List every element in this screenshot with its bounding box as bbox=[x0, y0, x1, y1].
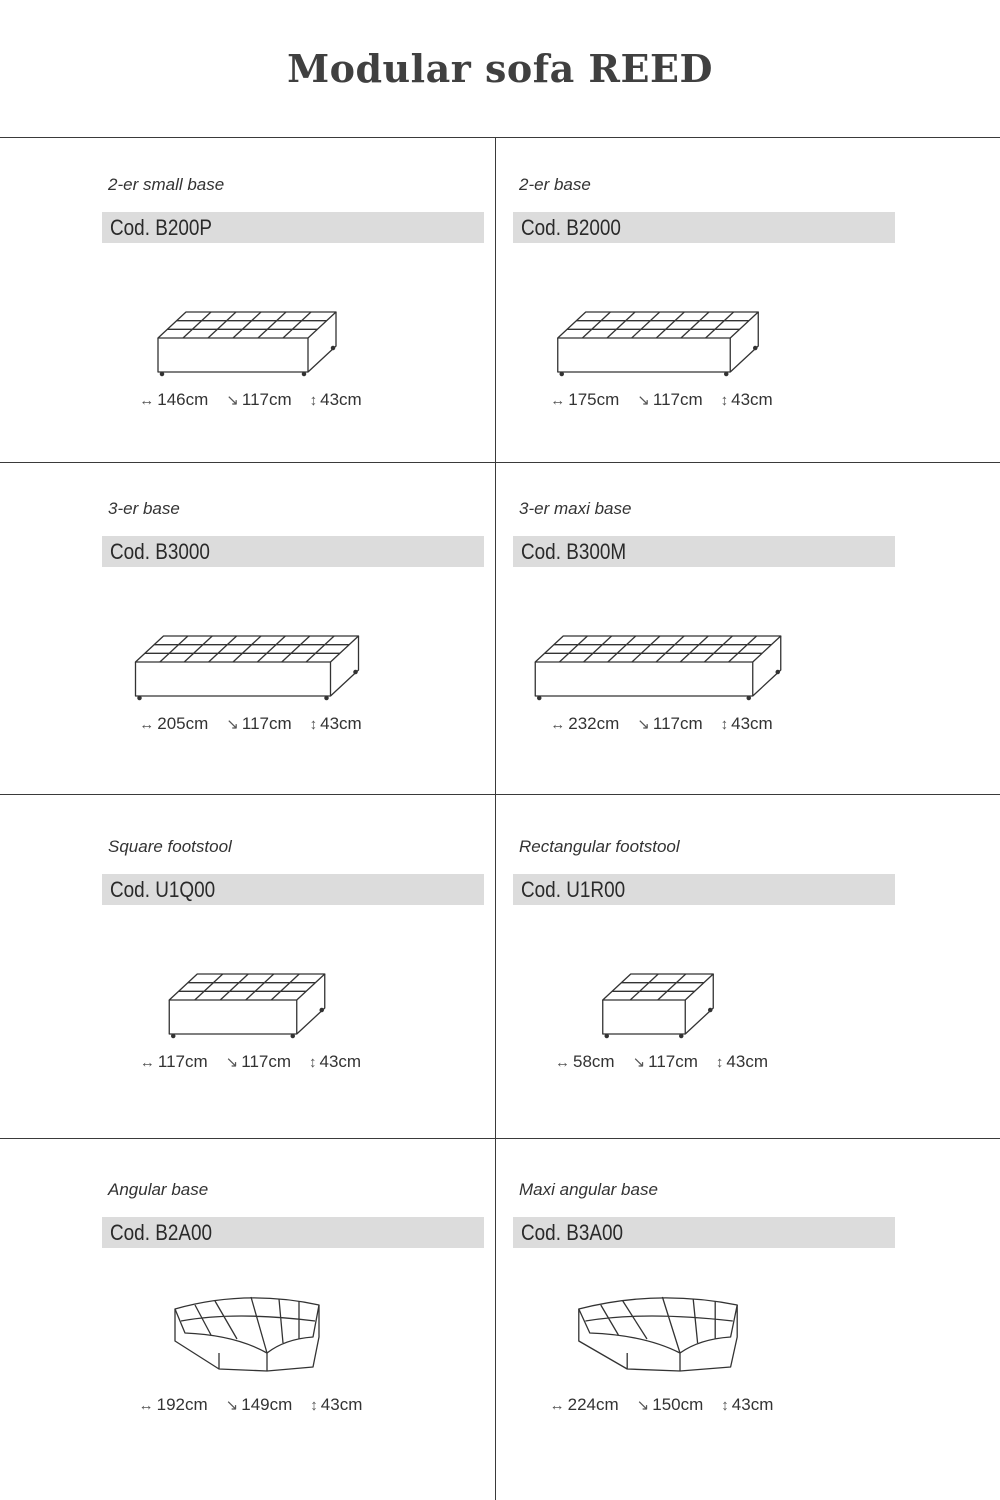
cushion-seam bbox=[706, 312, 734, 338]
dimensions bbox=[411, 714, 906, 734]
sofa-foot bbox=[709, 1008, 712, 1011]
cushion-seam bbox=[632, 312, 660, 338]
cushion-seam bbox=[233, 636, 261, 662]
height-arrow-icon: ↕ bbox=[309, 392, 318, 409]
sofa-body bbox=[175, 1305, 319, 1371]
cushion-seam bbox=[681, 312, 709, 338]
sofa-foot bbox=[776, 670, 779, 673]
sofa-foot bbox=[291, 1034, 294, 1037]
sofa-top bbox=[579, 1298, 737, 1353]
sofa-drawing bbox=[411, 932, 906, 1062]
sofa-foot bbox=[160, 372, 163, 375]
depth-dimension: ↘ 117cm bbox=[637, 390, 703, 409]
cushion-seam bbox=[246, 974, 274, 1000]
height-dimension: ↕ 43cm bbox=[309, 1052, 362, 1071]
depth-dimension: ↘ 149cm bbox=[225, 1395, 293, 1414]
divider bbox=[0, 462, 1000, 463]
code-bar bbox=[102, 1217, 484, 1248]
height-dimension: ↕ 43cm bbox=[720, 714, 773, 733]
width-dimension: ↔ 224cm bbox=[549, 1395, 619, 1414]
code-bar bbox=[513, 1217, 895, 1248]
depth-arrow-icon: ↘ bbox=[225, 1054, 239, 1071]
cushion-seam bbox=[258, 312, 286, 338]
sofa-foot bbox=[331, 346, 334, 349]
width-arrow-icon: ↔ bbox=[139, 716, 155, 733]
sofa-foot bbox=[354, 670, 357, 673]
height-arrow-icon: ↕ bbox=[721, 1397, 729, 1414]
height-dimension: ↕ 43cm bbox=[310, 1395, 363, 1414]
sofa-foot bbox=[560, 372, 563, 375]
cushion-seam bbox=[282, 636, 310, 662]
product-code: Cod. B3A00 bbox=[521, 1220, 624, 1245]
width-arrow-icon: ↔ bbox=[550, 392, 566, 409]
height-dimension: ↕ 43cm bbox=[721, 1395, 774, 1414]
depth-arrow-icon: ↘ bbox=[637, 716, 650, 733]
cushion-seam bbox=[680, 636, 708, 662]
product-name: 3-er maxi base bbox=[519, 499, 632, 518]
code-bar bbox=[102, 874, 484, 905]
product-name: 2-er small base bbox=[108, 175, 225, 194]
cushion-seam bbox=[257, 636, 285, 662]
cushion-seam bbox=[208, 312, 236, 338]
dimensions bbox=[411, 1395, 906, 1415]
product-code: Cod. U1Q00 bbox=[110, 877, 216, 902]
cushion-seam bbox=[209, 636, 237, 662]
cushion-seam bbox=[233, 312, 261, 338]
sofa-foot bbox=[325, 696, 328, 699]
width-dimension: ↔ 175cm bbox=[550, 390, 620, 409]
depth-arrow-icon: ↘ bbox=[636, 1397, 650, 1414]
depth-arrow-icon: ↘ bbox=[637, 392, 650, 409]
depth-dimension: ↘ 117cm bbox=[632, 1052, 698, 1071]
cushion-seam bbox=[306, 636, 334, 662]
sofa-foot bbox=[725, 372, 728, 375]
height-arrow-icon: ↕ bbox=[309, 716, 318, 733]
product-name: Square footstool bbox=[108, 837, 232, 856]
depth-arrow-icon: ↘ bbox=[226, 716, 239, 733]
height-dimension: ↕ 43cm bbox=[715, 1052, 768, 1071]
sofa-top bbox=[535, 636, 781, 662]
depth-arrow-icon: ↘ bbox=[226, 392, 239, 409]
depth-dimension: ↘ 117cm bbox=[225, 1052, 292, 1071]
width-dimension: ↔ 146cm bbox=[139, 390, 209, 409]
depth-dimension: ↘ 117cm bbox=[226, 714, 292, 733]
width-dimension: ↔ 58cm bbox=[555, 1052, 615, 1071]
sofa-foot bbox=[138, 696, 141, 699]
sofa-top bbox=[169, 974, 325, 1000]
depth-arrow-icon: ↘ bbox=[632, 1054, 646, 1071]
sofa-foot bbox=[605, 1034, 608, 1037]
sofa-foot bbox=[747, 696, 750, 699]
height-dimension: ↕ 43cm bbox=[720, 390, 773, 409]
product-name: Rectangular footstool bbox=[519, 837, 680, 856]
height-dimension: ↕ 43cm bbox=[309, 714, 362, 733]
height-arrow-icon: ↕ bbox=[310, 1397, 318, 1414]
cushion-seam bbox=[559, 636, 587, 662]
sofa-foot bbox=[754, 346, 757, 349]
sofa-foot bbox=[172, 1034, 175, 1037]
width-arrow-icon: ↔ bbox=[139, 1054, 155, 1071]
product-name: Maxi angular base bbox=[519, 1180, 658, 1199]
height-arrow-icon: ↕ bbox=[309, 1054, 317, 1071]
product-code: Cod. B300M bbox=[521, 539, 627, 564]
page-title: Modular sofa REED bbox=[287, 46, 713, 91]
cushion-seam bbox=[220, 974, 248, 1000]
height-arrow-icon: ↕ bbox=[715, 1054, 724, 1071]
product-code: Cod. B2A00 bbox=[110, 1220, 213, 1245]
sofa-foot bbox=[320, 1008, 323, 1011]
width-dimension: ↔ 192cm bbox=[138, 1395, 208, 1414]
sofa-drawing bbox=[411, 270, 906, 400]
product-code: Cod. B3000 bbox=[110, 539, 210, 564]
code-bar bbox=[513, 874, 895, 905]
sofa-drawing bbox=[411, 594, 906, 724]
width-dimension: ↔ 232cm bbox=[550, 714, 620, 733]
height-arrow-icon: ↕ bbox=[720, 716, 729, 733]
width-arrow-icon: ↔ bbox=[139, 392, 155, 409]
sofa-foot bbox=[538, 696, 541, 699]
width-arrow-icon: ↔ bbox=[549, 1397, 565, 1414]
product-code: Cod. U1R00 bbox=[521, 877, 626, 902]
cushion-seam bbox=[608, 636, 636, 662]
cushion-seam bbox=[271, 974, 299, 1000]
cushion-seam bbox=[632, 636, 660, 662]
dimensions bbox=[411, 1052, 906, 1072]
dimensions bbox=[411, 390, 906, 410]
divider bbox=[0, 137, 1000, 138]
sofa-top bbox=[603, 974, 714, 1000]
cushion-seam bbox=[183, 312, 211, 338]
depth-arrow-icon: ↘ bbox=[225, 1397, 239, 1414]
divider bbox=[0, 794, 1000, 795]
width-dimension: ↔ 117cm bbox=[139, 1052, 208, 1071]
cushion-seam bbox=[195, 974, 223, 1000]
height-dimension: ↕ 43cm bbox=[309, 390, 362, 409]
width-arrow-icon: ↔ bbox=[138, 1397, 154, 1414]
product-code: Cod. B200P bbox=[110, 215, 213, 240]
width-arrow-icon: ↔ bbox=[550, 716, 566, 733]
sofa-drawing bbox=[411, 1275, 906, 1405]
sofa-top bbox=[175, 1298, 319, 1353]
depth-dimension: ↘ 117cm bbox=[637, 714, 703, 733]
sofa-top bbox=[558, 312, 759, 338]
cushion-seam bbox=[630, 974, 658, 1000]
cushion-seam bbox=[582, 312, 610, 338]
sofa-foot bbox=[680, 1034, 683, 1037]
cushion-seam bbox=[729, 636, 757, 662]
cushion-seam bbox=[184, 636, 212, 662]
product-code: Cod. B2000 bbox=[521, 215, 621, 240]
height-arrow-icon: ↕ bbox=[720, 392, 729, 409]
cushion-seam bbox=[658, 974, 686, 1000]
width-arrow-icon: ↔ bbox=[555, 1054, 570, 1071]
product-name: 3-er base bbox=[108, 499, 180, 518]
depth-dimension: ↘ 117cm bbox=[226, 390, 292, 409]
product-name: 2-er base bbox=[519, 175, 591, 194]
cushion-seam bbox=[160, 636, 188, 662]
code-bar bbox=[102, 212, 484, 243]
cushion-seam bbox=[656, 636, 684, 662]
sofa-foot bbox=[302, 372, 305, 375]
sofa-body bbox=[579, 1305, 737, 1371]
cushion-seam bbox=[607, 312, 635, 338]
cushion-seam bbox=[283, 312, 311, 338]
divider bbox=[0, 1138, 1000, 1139]
cushion-seam bbox=[704, 636, 732, 662]
product-name: Angular base bbox=[108, 1180, 209, 1199]
depth-dimension: ↘ 150cm bbox=[636, 1395, 704, 1414]
width-dimension: ↔ 205cm bbox=[139, 714, 209, 733]
code-bar bbox=[513, 212, 895, 243]
cushion-seam bbox=[656, 312, 684, 338]
code-bar bbox=[513, 536, 895, 567]
code-bar bbox=[102, 536, 484, 567]
cushion-seam bbox=[584, 636, 612, 662]
